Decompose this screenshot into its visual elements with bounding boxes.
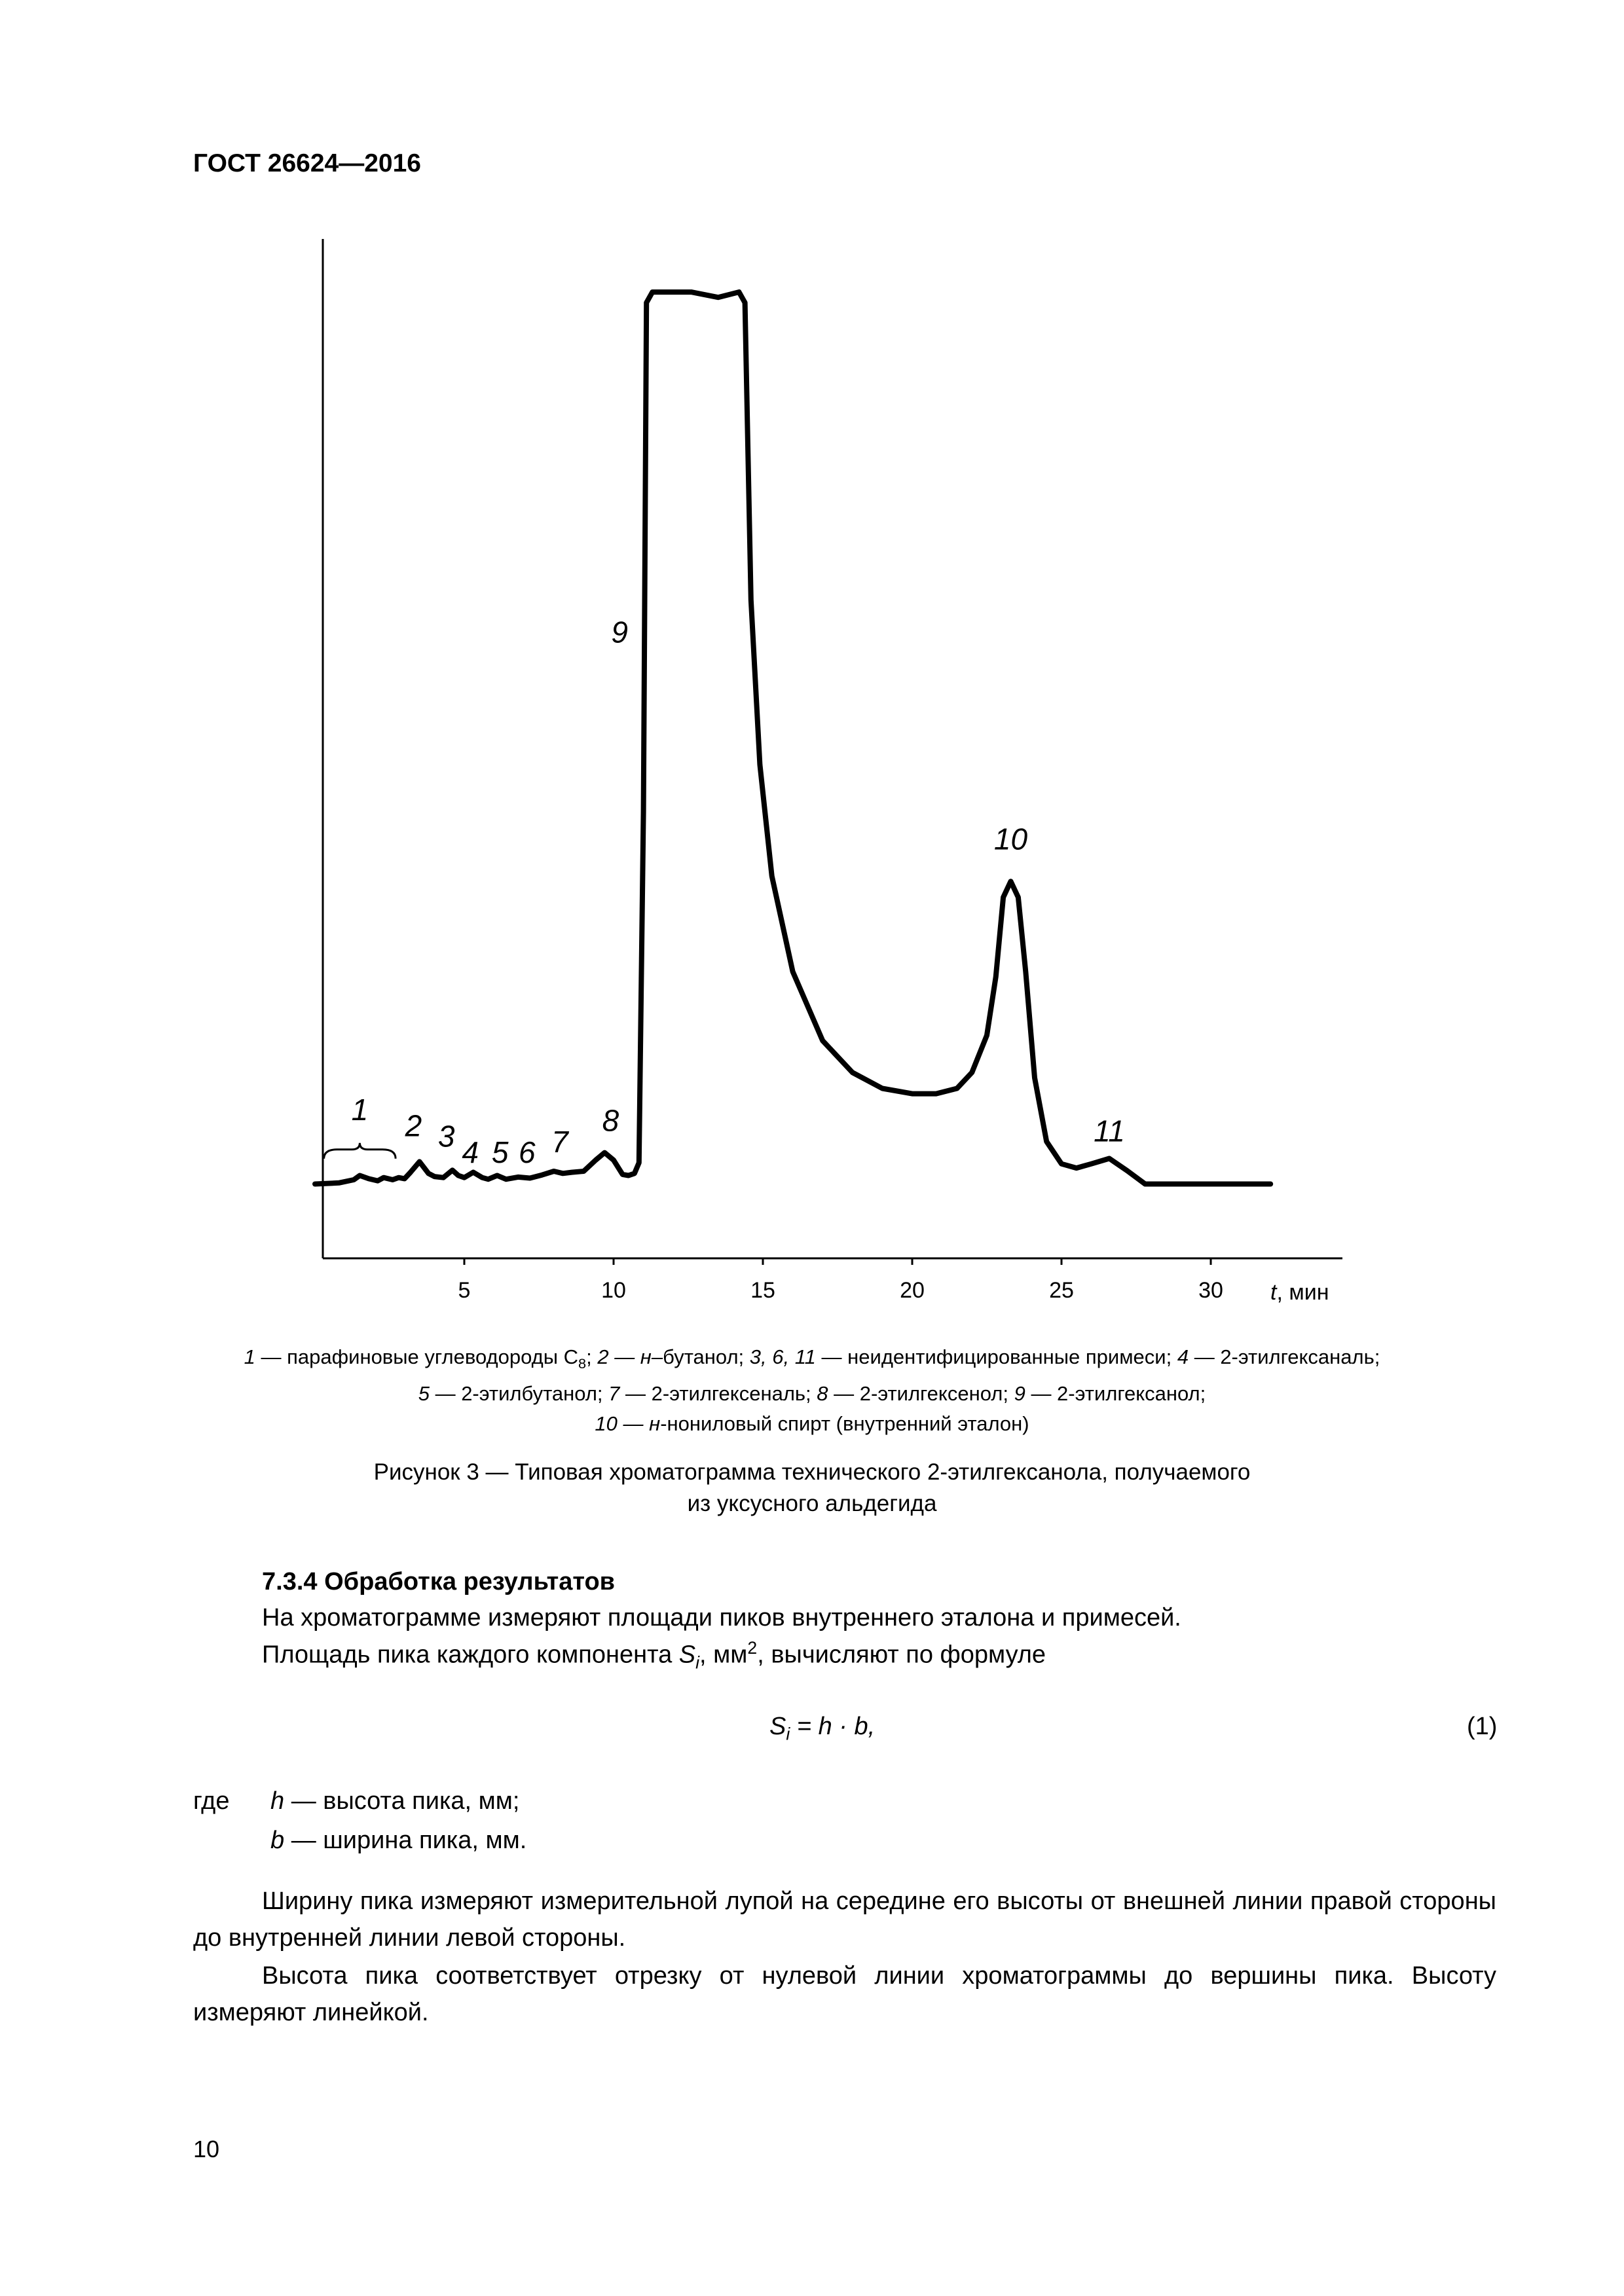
peak-label-8: 8 — [602, 1103, 619, 1138]
definition-h: h — высота пика, мм; — [270, 1787, 520, 1815]
section-title: 7.3.4 Обработка результатов — [262, 1568, 616, 1595]
x-tick-label-15: 15 — [750, 1278, 775, 1303]
legend-line-1: 1 — парафиновые углеводороды $C_8$; 2 — н–бутанол; 3, 6, 11 — неидентифицированные примеси; 4 — 2-этилгексаналь; — [244, 1345, 1380, 1372]
paragraph-peak-height: Высота пика соответствует отрезку от нулевой линии хроматограммы до вершины пика. Высоту измеряют линейкой. — [193, 1962, 1496, 2026]
x-tick-label-20: 20 — [900, 1278, 925, 1303]
paragraph-peak-width: Ширину пика измеряют измерительной лупой на середине его высоты от внешней линии правой стороны до внутренней линии левой стороны. — [193, 1887, 1496, 1952]
caption-line-1: Рисунок 3 — Типовая хроматограмма технического 2-этилгексанола, получаемого — [373, 1459, 1251, 1485]
figure-legend — [196, 1342, 1428, 1439]
legend-line-3: 10 — н-нониловый спирт (внутренний эталон) — [595, 1412, 1029, 1436]
peak-label-3: 3 — [437, 1119, 455, 1154]
x-tick-labels — [458, 1278, 1223, 1303]
page-number: 10 — [193, 2136, 220, 2162]
peak-label-10: 10 — [993, 822, 1028, 856]
where-label: где — [193, 1787, 230, 1815]
x-tick-label-25: 25 — [1049, 1278, 1074, 1303]
peak-label-5: 5 — [491, 1135, 509, 1170]
peak-labels — [352, 615, 1125, 1169]
definition-b: b — ширина пика, мм. — [270, 1827, 527, 1854]
peak-label-4: 4 — [462, 1135, 479, 1170]
peak-label-6: 6 — [518, 1135, 536, 1170]
caption-line-2: из уксусного альдегида — [687, 1491, 937, 1516]
peak-label-2: 2 — [405, 1108, 422, 1143]
chromatogram-trace — [315, 292, 1270, 1184]
peak-label-9: 9 — [611, 615, 628, 649]
paragraph-1: На хроматограмме измеряют площади пиков внутреннего эталона и примесей. — [262, 1604, 1181, 1631]
document-header: ГОСТ 26624—2016 — [193, 149, 421, 177]
figure-caption — [196, 1457, 1428, 1520]
paragraph-2: Площадь пика каждого компонента $S_i$, $мм^2$, вычисляют по формуле — [262, 1638, 1046, 1673]
formula: $S_i = h \cdot b$, — [769, 1713, 876, 1744]
peak-label-11: 11 — [1094, 1114, 1125, 1148]
x-axis-label: t, мин — [1270, 1280, 1329, 1305]
peak-1-bracket — [324, 1143, 396, 1159]
peak-label-7: 7 — [551, 1124, 568, 1159]
x-tick-label-10: 10 — [601, 1278, 626, 1303]
legend-line-2: 5 — 2-этилбутанол; 7 — 2-этилгексеналь; 8 — 2-этилгексенол; 9 — 2-этилгексанол; — [418, 1382, 1206, 1406]
peak-label-1: 1 — [351, 1093, 369, 1127]
x-tick-label-30: 30 — [1198, 1278, 1223, 1303]
x-tick-label-5: 5 — [458, 1278, 471, 1303]
equation-number: (1) — [1467, 1713, 1498, 1740]
